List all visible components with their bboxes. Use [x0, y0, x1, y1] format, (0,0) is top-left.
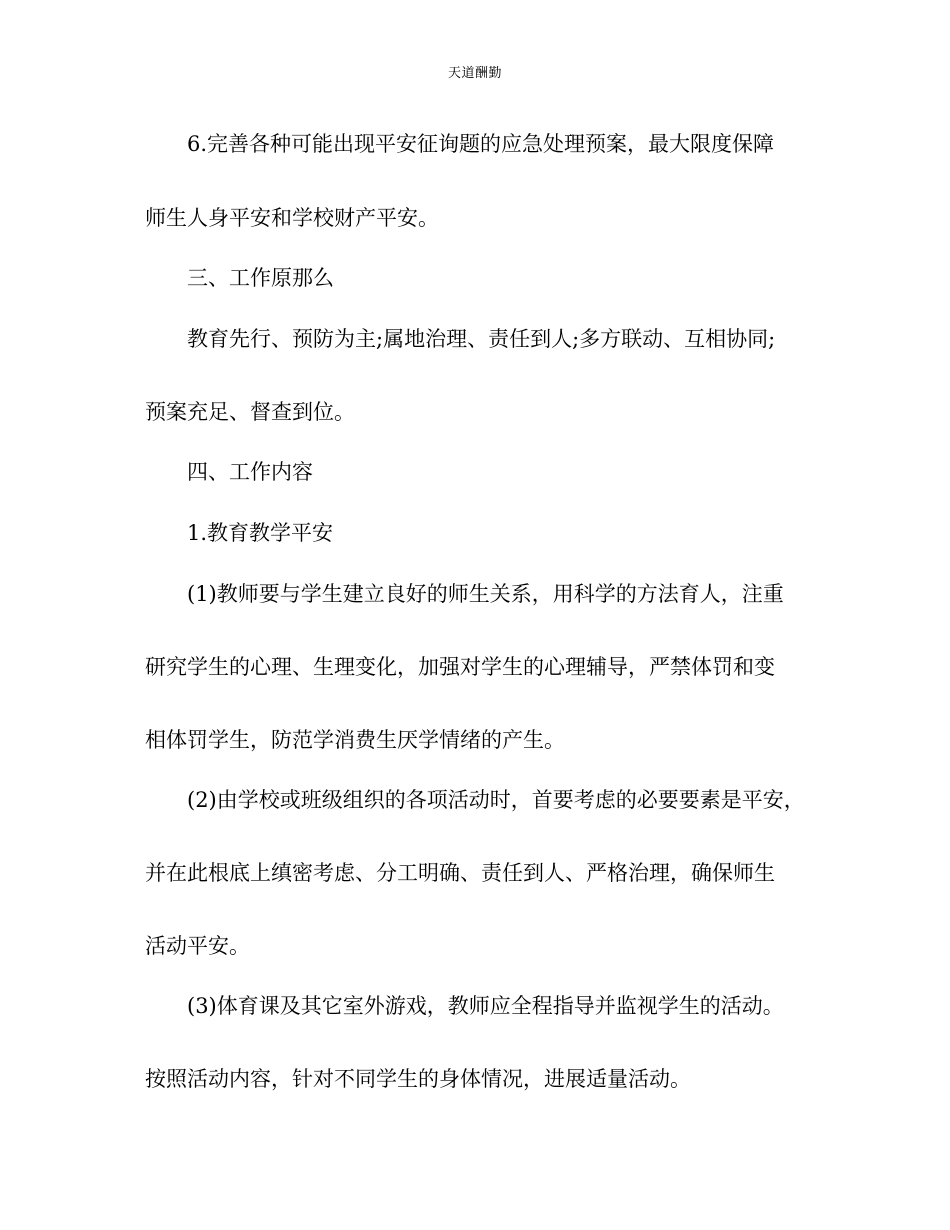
paragraph-line: (3)体育课及其它室外游戏，教师应全程指导并监视学生的活动。	[187, 994, 784, 1018]
paragraph-line: 相体罚学生，防范学消费生厌学情绪的产生。	[145, 728, 565, 752]
section-heading: 四、工作内容	[187, 460, 313, 484]
paragraph-line: 教育先行、预防为主;属地治理、责任到人;多方联动、互相协同;	[187, 327, 776, 351]
paragraph-line: 预案充足、督查到位。	[145, 400, 355, 424]
paragraph-line: 6.完善各种可能出现平安征询题的应急处理预案，最大限度保障	[187, 132, 775, 156]
paragraph-line: 师生人身平安和学校财产平安。	[145, 206, 439, 230]
subsection-heading: 1.教育教学平安	[187, 521, 334, 545]
paragraph-line: (1)教师要与学生建立良好的师生关系，用科学的方法育人，注重	[187, 582, 784, 606]
paragraph-line: 研究学生的心理、生理变化，加强对学生的心理辅导，严禁体罚和变	[145, 655, 775, 679]
section-heading: 三、工作原那么	[187, 266, 334, 290]
paragraph-line: 按照活动内容，针对不同学生的身体情况，进展适量活动。	[145, 1067, 691, 1091]
paragraph-line: 并在此根底上缜密考虑、分工明确、责任到人、严格治理，确保师生	[145, 861, 775, 885]
page-header: 天道酬勤	[447, 66, 502, 81]
paragraph-line: (2)由学校或班级组织的各项活动时，首要考虑的必要要素是平安，	[187, 788, 805, 812]
paragraph-line: 活动平安。	[145, 934, 250, 958]
